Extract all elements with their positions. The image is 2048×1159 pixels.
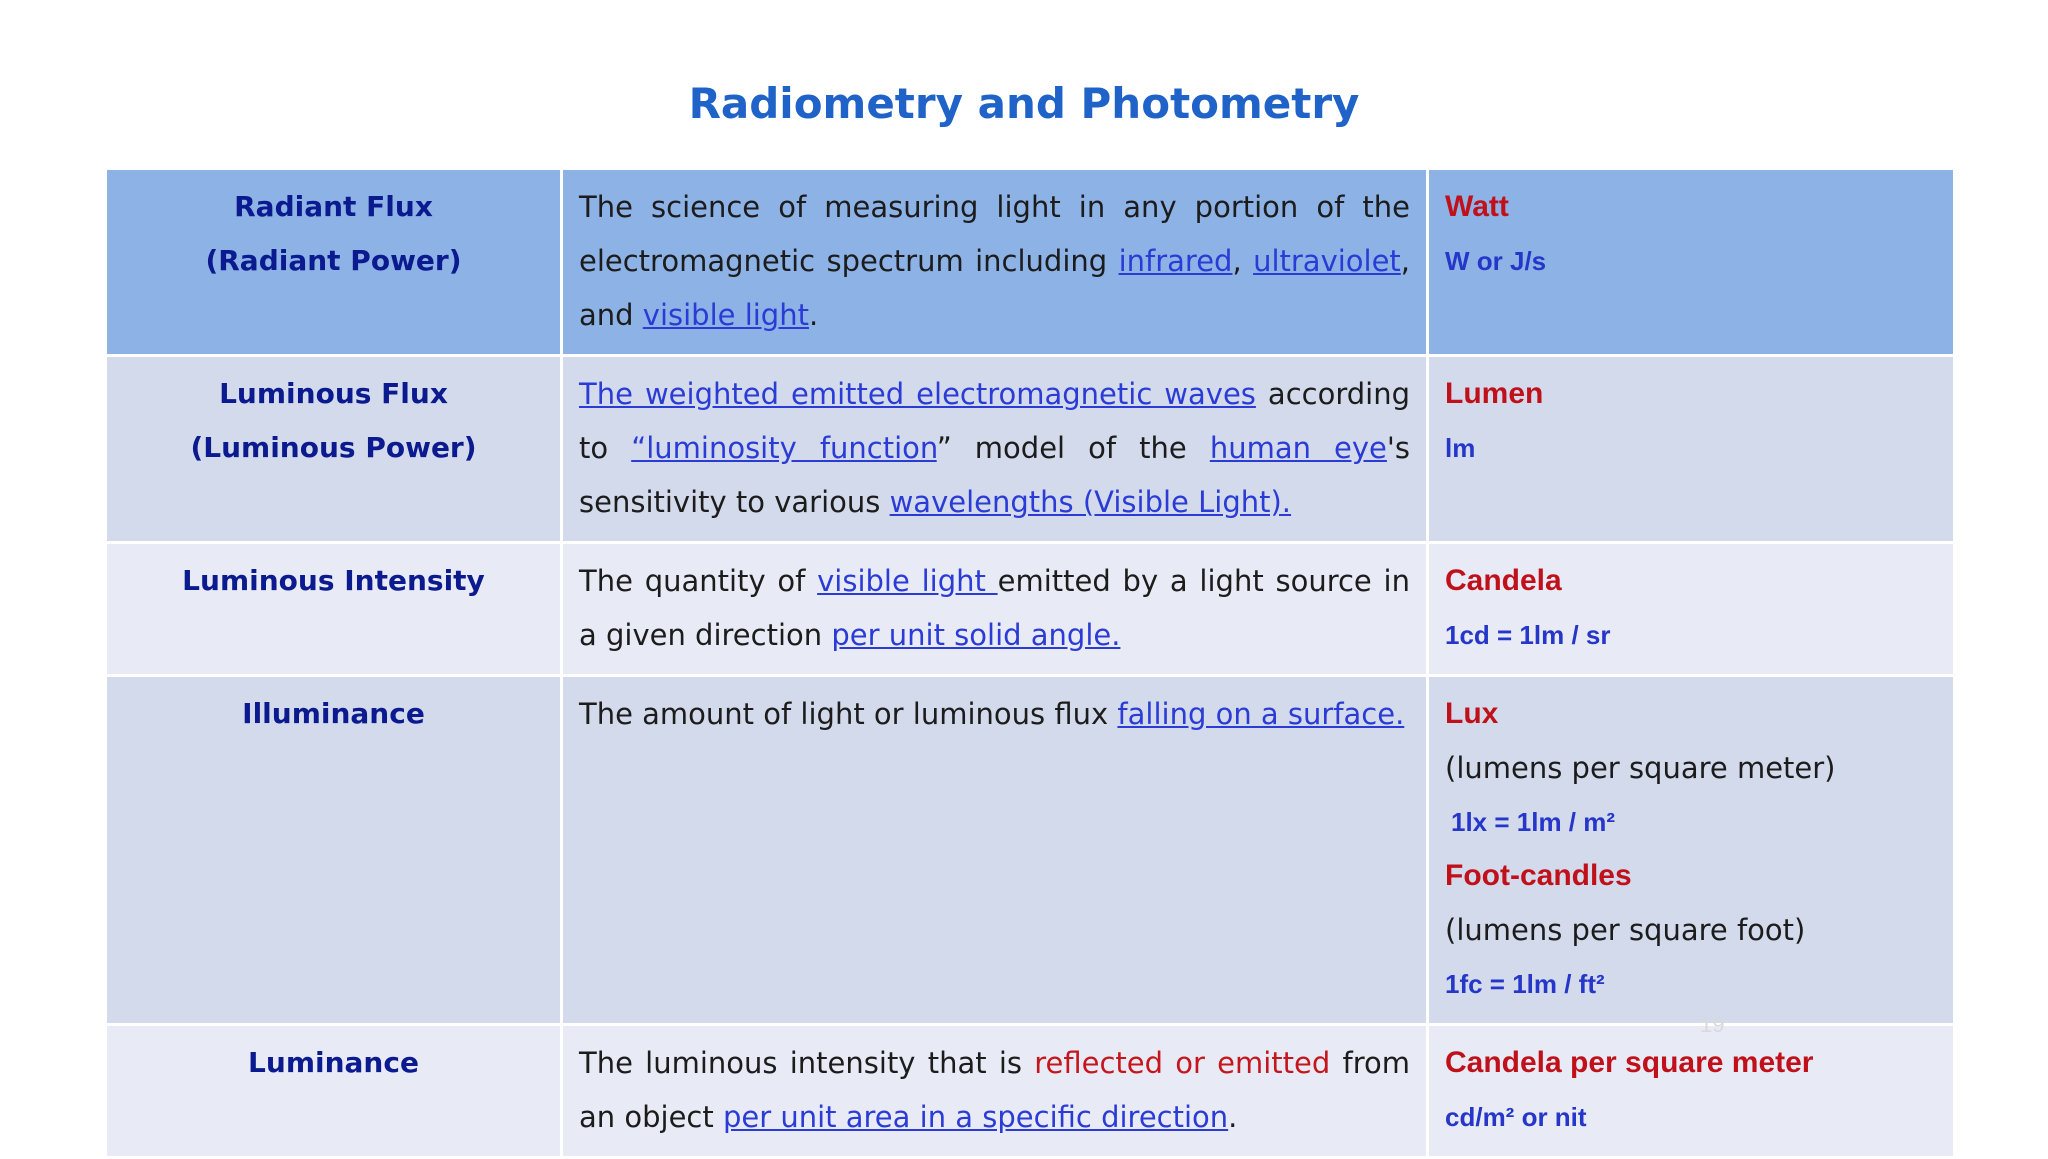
link-wavelengths[interactable]: wavelengths (Visible Light).	[889, 485, 1292, 519]
unit-cell	[1428, 169, 1955, 356]
description-text: emitted by a light source in a given direction	[579, 564, 1410, 652]
unit-cell	[1428, 543, 1955, 676]
link-weighted-waves[interactable]: The weighted emitted electromagnetic waves	[579, 377, 1256, 411]
unit-formula: 1cd = 1lm / sr	[1445, 620, 1611, 650]
unit-cell	[1428, 356, 1955, 543]
table-row-radiant-flux	[106, 169, 1955, 356]
quantity-name: Radiant Flux	[234, 190, 433, 223]
unit-cell	[1428, 1025, 1955, 1158]
photometry-table	[104, 167, 1956, 1159]
unit-symbol: cd/m² or nit	[1445, 1102, 1587, 1132]
link-human-eye[interactable]: human eye	[1209, 431, 1387, 465]
link-falling-on-surface[interactable]: falling on a surface.	[1117, 697, 1405, 731]
description-text: The luminous intensity that is	[579, 1046, 1035, 1080]
link-solid-angle[interactable]: per unit solid angle.	[831, 618, 1121, 652]
unit-name: Candela per square meter	[1445, 1046, 1814, 1079]
quantity-alias: (Radiant Power)	[205, 244, 462, 277]
quantity-cell	[106, 543, 562, 676]
description-text: from an object	[579, 1046, 1410, 1134]
slide-title: Radiometry and Photometry	[688, 79, 1360, 128]
quantity-cell	[106, 1025, 562, 1158]
description-cell	[562, 356, 1428, 543]
quantity-name: Luminous Intensity	[182, 564, 485, 597]
link-visible-light[interactable]: visible light	[642, 298, 809, 332]
link-visible-light[interactable]: visible light	[817, 564, 998, 598]
description-text: .	[808, 298, 819, 332]
description-text: according to	[579, 377, 1410, 465]
description-cell	[562, 169, 1428, 356]
description-text: 's sensitivity to various	[579, 431, 1410, 519]
unit-symbol: W or J/s	[1445, 246, 1547, 276]
quantity-cell	[106, 169, 562, 356]
unit-description: (lumens per square meter)	[1445, 751, 1836, 785]
page-number: 19	[1700, 1012, 1725, 1037]
description-text: ” model of the	[936, 431, 1210, 465]
unit-formula: 1lx = 1lm / m²	[1451, 807, 1616, 837]
quantity-name: Luminous Flux	[219, 377, 448, 410]
unit-name: Lux	[1445, 697, 1499, 730]
unit-symbol: lm	[1445, 433, 1476, 463]
description-cell	[562, 1025, 1428, 1158]
unit-formula: 1fc = 1lm / ft²	[1445, 969, 1605, 999]
unit-name: Watt	[1445, 190, 1509, 223]
unit-description: (lumens per square foot)	[1445, 913, 1806, 947]
quantity-cell	[106, 676, 562, 1025]
unit-name: Foot-candles	[1445, 859, 1632, 892]
description-cell	[562, 676, 1428, 1025]
quantity-name: Illuminance	[242, 697, 425, 730]
table-row-luminous-intensity	[106, 543, 1955, 676]
description-text: .	[1228, 1100, 1238, 1134]
quantity-cell	[106, 356, 562, 543]
link-unit-area-direction[interactable]: per unit area in a specific direction	[722, 1100, 1229, 1134]
link-luminosity-function[interactable]: “luminosity function	[631, 431, 937, 465]
description-text: The amount of light or luminous flux	[579, 697, 1118, 731]
unit-name: Candela	[1445, 564, 1562, 597]
table-row-illuminance	[106, 676, 1955, 1025]
description-text: , and	[579, 244, 1411, 332]
table-row-luminance	[106, 1025, 1955, 1158]
link-ultraviolet[interactable]: ultraviolet	[1253, 244, 1401, 278]
table-row-luminous-flux	[106, 356, 1955, 543]
description-text: ,	[1232, 244, 1254, 278]
description-text: The science of measuring light in any portion of the electromagnetic spectrum including	[579, 190, 1410, 278]
description-cell	[562, 543, 1428, 676]
quantity-name: Luminance	[248, 1046, 419, 1079]
description-text: The quantity of	[579, 564, 818, 598]
highlight-reflected-emitted: reflected or emitted	[1034, 1046, 1331, 1080]
quantity-alias: (Luminous Power)	[190, 431, 477, 464]
unit-name: Lumen	[1445, 377, 1544, 410]
link-infrared[interactable]: infrared	[1118, 244, 1233, 278]
unit-cell	[1428, 676, 1955, 1025]
